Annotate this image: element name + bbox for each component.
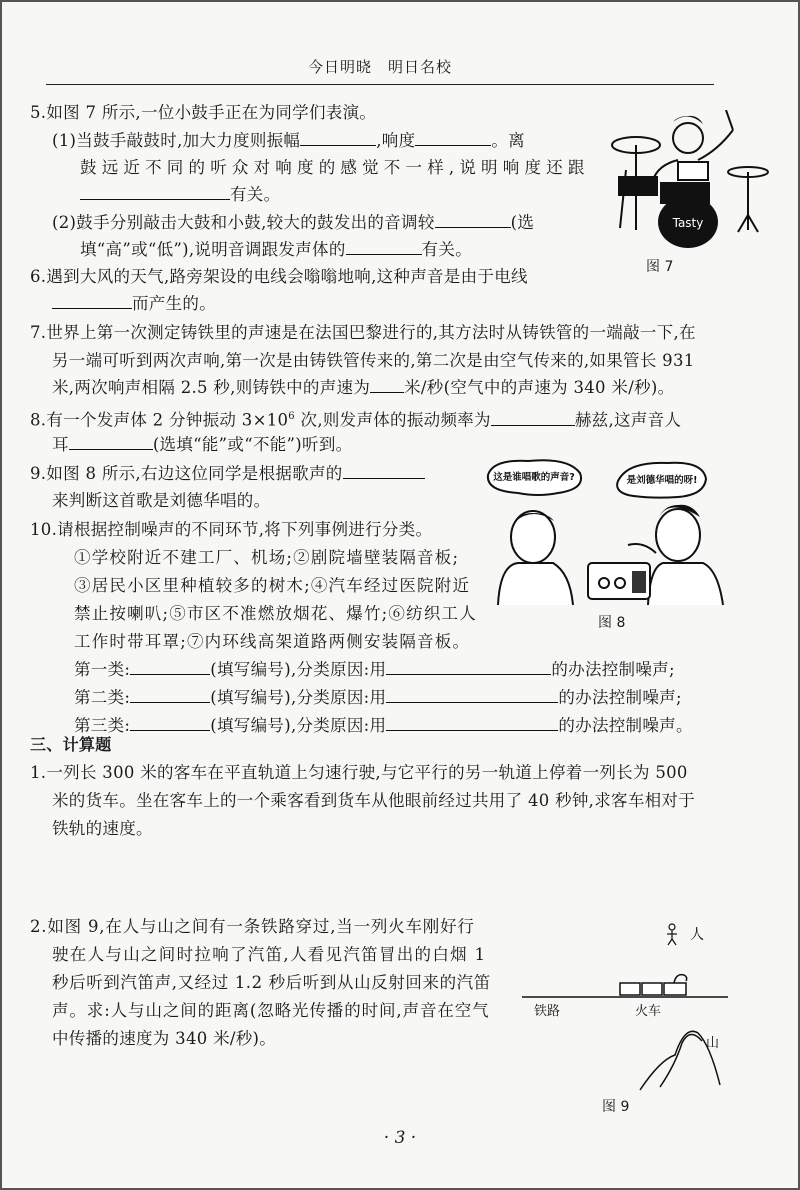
q10-items-line4: 工作时带耳罩;⑦内环线高架道路两侧安装隔音板。 [74,632,471,651]
figure-8-caption: 图 8 [598,615,626,631]
answer-blank[interactable] [370,377,404,393]
q7-line1: 7.世界上第一次测定铸铁里的声速是在法国巴黎进行的,其方法时从铸铁管的一端敲一下,在 [30,323,696,342]
q6-line2 [52,293,216,315]
q6-text: 而产生的。 [132,294,216,313]
q10-category-row [74,659,675,681]
q5-stem: 5.如图 7 所示,一位小鼓手正在为同学们表演。 [30,103,377,122]
category-end-text: 的办法控制噪声; [558,688,682,707]
q5-part2-line1 [52,212,534,234]
answer-blank[interactable] [435,212,511,228]
q9-text-a: 9.如图 8 所示,右边这位同学是根据歌声的 [30,464,343,483]
train-icon [620,975,687,995]
q10-items-line3: 禁止按喇叭;⑤市区不准燃放烟花、爆竹;⑥纺织工人 [74,604,477,623]
q5-p1-text-c: 。离 [491,131,525,150]
figure-9-caption: 图 9 [602,1099,630,1115]
q10-items-line1: ①学校附近不建工厂、机场;②剧院墙壁装隔音板; [74,548,460,567]
students-illustration [478,455,788,610]
category-mid-text: (填写编号),分类原因:用 [210,688,387,707]
c1-line3: 铁轨的速度。 [52,819,153,838]
drummer-illustration [598,110,778,260]
c2-line1: 2.如图 9,在人与山之间有一条铁路穿过,当一列火车刚好行 [30,917,475,936]
q8-text-c: 赫兹,这声音人 [574,410,682,430]
answer-blank[interactable] [69,434,153,450]
q5-part1-line2: 鼓远近不同的听众对响度的感觉不一样,说明响度还跟 [80,158,590,177]
category-label: 第二类: [74,688,131,707]
q5-p2-text-d: 有关。 [421,240,473,259]
train-label: 火车 [635,1004,662,1019]
c2-line2: 驶在人与山之间时拉响了汽笛,人看见汽笛冒出的白烟 1 [52,945,487,964]
category-label: 第三类: [74,716,131,735]
q7-line3 [52,377,674,399]
q5-part2-line2 [80,239,472,261]
q5-p2-text-a: (2)鼓手分别敲击大鼓和小鼓,较大的鼓发出的音调较 [52,213,435,232]
page-header: 今日明晓 明日名校 [46,56,714,85]
category-mid-text: (填写编号),分类原因:用 [210,716,387,735]
railway-label: 铁路 [534,1004,561,1019]
answer-blank[interactable] [130,659,210,675]
q7-text-b: 米/秒(空气中的声速为 340 米/秒)。 [404,378,675,397]
train-mountain-diagram [510,915,730,1095]
q8-line2 [52,434,352,456]
q5-p2-text-c: 填“高”或“低”),说明音调跟发声体的 [80,240,346,259]
q5-p1-text-d: 有关。 [230,185,281,204]
mountain-label: 山 [706,1036,720,1051]
answer-blank[interactable] [300,130,376,146]
category-end-text: 的办法控制噪声。 [558,716,693,735]
q9-line1 [30,463,425,485]
category-end-text: 的办法控制噪声; [551,660,675,679]
q8-exponent: 6 [288,411,295,422]
answer-blank[interactable] [80,184,230,200]
figure-9-train-diagram [510,915,730,1095]
q8-text-d: 耳 [52,435,69,454]
c2-line5: 中传播的速度为 340 米/秒)。 [52,1029,277,1048]
answer-blank[interactable] [386,715,558,731]
answer-blank[interactable] [346,239,422,255]
figure-7-drummer [598,110,778,260]
q10-items-line2: ③居民小区里种植较多的树木;④汽车经过医院附近 [74,576,471,595]
answer-blank[interactable] [415,130,491,146]
q5-p1-text-b: ,响度 [376,131,416,150]
answer-blank[interactable] [386,659,551,675]
c2-line4: 声。求:人与山之间的距离(忽略光传播的时间,声音在空气 [52,1001,490,1020]
q5-part1-line1 [52,130,525,152]
q8-line1 [30,406,681,432]
c1-line2: 米的货车。坐在客车上的一个乘客看到货车从他眼前经过共用了 40 秒钟,求客车相对于 [52,791,696,810]
q7-text-a: 米,两次响声相隔 2.5 秒,则铸铁中的声速为 [52,378,371,397]
figure-7-caption: 图 7 [646,259,674,275]
q5-part1-line3 [80,184,280,206]
q8-text-a: 8.有一个发声体 2 分钟振动 3×10 [30,410,289,430]
q10-stem: 10.请根据控制噪声的不同环节,将下列事例进行分类。 [30,520,433,539]
answer-blank[interactable] [130,687,210,703]
page-number: · 3 · [383,1128,417,1148]
person-label: 人 [690,927,704,943]
answer-blank[interactable] [491,410,575,426]
c2-line3: 秒后听到汽笛声,又经过 1.2 秒后听到从山反射回来的汽笛 [52,973,491,992]
c1-line1: 1.一列长 300 米的客车在平直轨道上匀速行驶,与它平行的另一轨道上停着一列长为 500 [30,763,688,782]
answer-blank[interactable] [52,293,132,309]
q5-p1-text-a: (1)当鼓手敲鼓时,加大力度则振幅 [52,131,301,150]
q7-line2: 另一端可听到两次声响,第一次是由铸铁管传来的,第二次是由空气传来的,如果管长 931 [52,351,695,370]
drum-logo-text: Tasty [672,216,704,230]
person-icon [667,924,677,945]
bubble-left-text: 这是谁唱歌的声音? [493,472,575,483]
q6-line1: 6.遇到大风的天气,路旁架设的电线会嗡嗡地响,这种声音是由于电线 [30,267,528,286]
q10-category-row [74,687,682,709]
q9-line2: 来判断这首歌是刘德华唱的。 [52,491,271,510]
answer-blank[interactable] [386,687,558,703]
answer-blank[interactable] [130,715,210,731]
q10-category-row [74,715,693,737]
q8-text-e: (选填“能”或“不能”)听到。 [152,435,353,454]
answer-blank[interactable] [343,463,425,479]
category-label: 第一类: [74,660,131,679]
bubble-right-text: 是刘德华唱的呀! [626,475,698,486]
q8-text-b: 次,则发声体的振动频率为 [294,410,491,430]
figure-8-listening-students [478,455,788,610]
category-mid-text: (填写编号),分类原因:用 [210,660,387,679]
section-3-title: 三、计算题 [30,735,112,754]
q5-p2-text-b: (选 [510,213,535,232]
